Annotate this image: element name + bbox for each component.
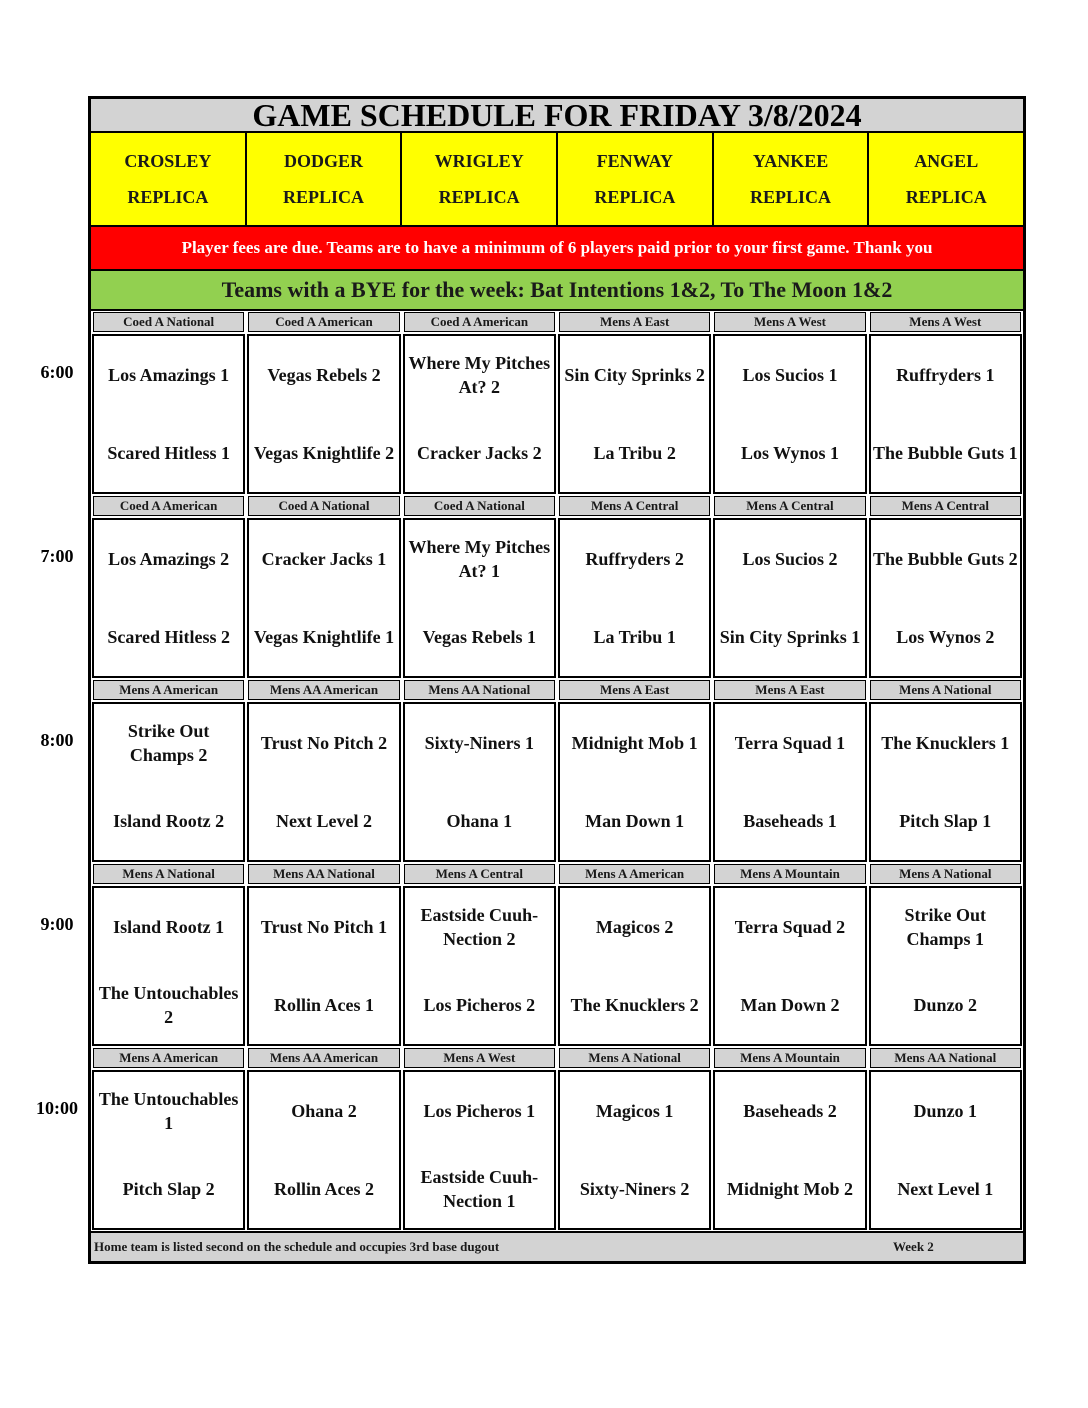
home-team: Vegas Rebels 1: [422, 627, 536, 647]
home-team: Los Wynos 2: [896, 627, 995, 647]
division-row: [91, 863, 1023, 885]
away-team: Ruffryders 1: [896, 365, 995, 385]
home-team: Scared Hitless 1: [107, 443, 230, 463]
division-label: Coed A National: [248, 496, 399, 516]
time-label: 7:00: [40, 546, 74, 566]
time-slots: [91, 311, 1023, 1231]
away-team: Los Amazings 2: [108, 549, 230, 569]
game-cell: [713, 518, 866, 678]
game-cell: [403, 886, 556, 1046]
away-team: Vegas Rebels 2: [267, 365, 381, 385]
game-cell: [247, 702, 400, 862]
home-team: La Tribu 1: [593, 627, 676, 647]
division-label: Mens A National: [93, 864, 244, 884]
away-team: Ruffryders 2: [585, 549, 684, 569]
field-name: FENWAY: [596, 151, 674, 171]
away-team: Terra Squad 2: [734, 917, 846, 937]
game-cell: [558, 334, 711, 494]
division-label: Mens A East: [559, 312, 710, 332]
division-label: Mens AA American: [248, 1048, 399, 1068]
game-cell: [403, 702, 556, 862]
division-label: Mens A National: [870, 864, 1021, 884]
game-cell: [869, 1070, 1022, 1230]
field-subtitle: REPLICA: [750, 187, 832, 207]
game-cell: [92, 334, 245, 494]
home-team: Sixty-Niners 2: [579, 1179, 690, 1199]
time-label: 9:00: [40, 914, 74, 934]
away-team: Dunzo 1: [913, 1101, 978, 1121]
away-team: The Bubble Guts 2: [873, 549, 1018, 569]
away-team: Cracker Jacks 1: [261, 549, 387, 569]
division-row: [91, 679, 1023, 701]
home-team: Man Down 1: [585, 811, 685, 831]
division-label: Mens A National: [559, 1048, 710, 1068]
division-label: Mens A East: [714, 680, 865, 700]
away-team: Trust No Pitch 1: [260, 917, 388, 937]
home-team: Pitch Slap 2: [122, 1179, 215, 1199]
division-label: Mens AA American: [248, 680, 399, 700]
division-row: [91, 311, 1023, 333]
division-label: Mens A Mountain: [714, 1048, 865, 1068]
field-name: YANKEE: [752, 151, 829, 171]
game-cell: [713, 702, 866, 862]
division-label: Mens A West: [870, 312, 1021, 332]
field-subtitle: REPLICA: [905, 187, 987, 207]
page-title: GAME SCHEDULE FOR FRIDAY 3/8/2024: [91, 99, 1023, 133]
game-row: [91, 333, 1023, 495]
home-team: Sin City Sprinks 1: [719, 627, 861, 647]
game-cell: [558, 702, 711, 862]
time-label: 6:00: [40, 362, 74, 382]
field-subtitle: REPLICA: [127, 187, 209, 207]
game-cell: [869, 518, 1022, 678]
time-label: 8:00: [40, 730, 74, 750]
time-label: 10:00: [36, 1098, 78, 1118]
away-team: Sixty-Niners 1: [424, 733, 535, 753]
away-team: Eastside Cuuh-Nection 2: [420, 905, 539, 949]
division-row: [91, 495, 1023, 517]
away-team: Trust No Pitch 2: [260, 733, 388, 753]
game-row: [91, 517, 1023, 679]
field-name: WRIGLEY: [434, 151, 524, 171]
bye-notice: Teams with a BYE for the week: Bat Intentions 1&2, To The Moon 1&2: [91, 271, 1023, 311]
home-team: Cracker Jacks 2: [416, 443, 542, 463]
field-subtitle: REPLICA: [283, 187, 365, 207]
game-cell: [247, 886, 400, 1046]
field-header: [402, 133, 558, 225]
home-team: La Tribu 2: [593, 443, 676, 463]
game-cell: [869, 886, 1022, 1046]
away-team: The Untouchables 1: [98, 1089, 239, 1133]
game-cell: [92, 1070, 245, 1230]
game-cell: [403, 1070, 556, 1230]
division-label: Mens A West: [714, 312, 865, 332]
field-header: [869, 133, 1023, 225]
week-label: Week 2: [893, 1239, 934, 1254]
away-team: Los Amazings 1: [108, 365, 230, 385]
home-team: Dunzo 2: [913, 995, 978, 1015]
division-label: Mens AA National: [248, 864, 399, 884]
division-label: Coed A American: [404, 312, 555, 332]
home-team-note: Home team is listed second on the schedule and occupies 3rd base dugout: [94, 1239, 500, 1254]
division-label: Coed A National: [93, 312, 244, 332]
away-team: Los Picheros 1: [423, 1101, 536, 1121]
division-label: Mens A American: [93, 1048, 244, 1068]
away-team: Where My Pitches At? 1: [408, 537, 551, 581]
game-cell: [869, 702, 1022, 862]
division-label: Mens A Central: [714, 496, 865, 516]
division-label: Mens A East: [559, 680, 710, 700]
game-cell: [247, 1070, 400, 1230]
home-team: Scared Hitless 2: [107, 627, 230, 647]
home-team: Vegas Knightlife 1: [253, 627, 395, 647]
home-team: Island Rootz 2: [113, 811, 225, 831]
home-team: Next Level 1: [897, 1179, 994, 1199]
field-name: ANGEL: [914, 151, 979, 171]
home-team: Man Down 2: [740, 995, 840, 1015]
home-team: Rollin Aces 1: [273, 995, 374, 1015]
game-cell: [403, 518, 556, 678]
schedule-sheet: [88, 96, 1026, 1264]
away-team: Magicos 2: [595, 917, 674, 937]
division-label: Mens AA National: [870, 1048, 1021, 1068]
home-team: Vegas Knightlife 2: [253, 443, 395, 463]
division-row: [91, 1047, 1023, 1069]
home-team: Next Level 2: [276, 811, 372, 831]
game-cell: [92, 886, 245, 1046]
away-team: Strike Out Champs 2: [127, 721, 210, 765]
division-label: Coed A American: [248, 312, 399, 332]
game-cell: [92, 702, 245, 862]
game-row: [91, 885, 1023, 1047]
away-team: Magicos 1: [595, 1101, 674, 1121]
home-team: The Untouchables 2: [98, 983, 239, 1027]
game-cell: [713, 886, 866, 1046]
game-row: [91, 701, 1023, 863]
fees-notice: Player fees are due. Teams are to have a minimum of 6 players paid prior to your first game. Thank you: [91, 227, 1023, 271]
away-team: Where My Pitches At? 2: [408, 353, 551, 397]
division-label: Coed A American: [93, 496, 244, 516]
field-subtitle: REPLICA: [438, 187, 520, 207]
away-team: The Knucklers 1: [881, 733, 1010, 753]
away-team: Strike Out Champs 1: [904, 905, 987, 949]
field-header: [558, 133, 714, 225]
division-label: Mens A American: [559, 864, 710, 884]
home-team: The Bubble Guts 1: [873, 443, 1018, 463]
division-label: Mens A Central: [404, 864, 555, 884]
division-label: Mens A National: [870, 680, 1021, 700]
field-header: [714, 133, 870, 225]
field-name: CROSLEY: [124, 151, 212, 171]
home-team: Los Wynos 1: [740, 443, 839, 463]
home-team: Pitch Slap 1: [899, 811, 992, 831]
home-team: Ohana 1: [446, 811, 513, 831]
game-cell: [869, 334, 1022, 494]
away-team: Midnight Mob 1: [571, 733, 698, 753]
home-team: Midnight Mob 2: [726, 1179, 853, 1199]
field-header: [247, 133, 403, 225]
away-team: Terra Squad 1: [734, 733, 846, 753]
division-label: Mens A Mountain: [714, 864, 865, 884]
away-team: Ohana 2: [291, 1101, 357, 1121]
division-label: Mens A Central: [559, 496, 710, 516]
away-team: Baseheads 2: [743, 1101, 837, 1121]
home-team: Eastside Cuuh-Nection 1: [420, 1167, 539, 1211]
game-cell: [558, 886, 711, 1046]
away-team: Sin City Sprinks 2: [564, 365, 705, 385]
division-label: Mens A Central: [870, 496, 1021, 516]
game-cell: [713, 334, 866, 494]
away-team: Island Rootz 1: [113, 917, 225, 937]
field-header-row: [91, 133, 1023, 227]
division-label: Mens A American: [93, 680, 244, 700]
game-cell: [713, 1070, 866, 1230]
footer-bar: [91, 1231, 1023, 1261]
game-row: [91, 1069, 1023, 1231]
field-header: [91, 133, 247, 225]
division-label: Mens AA National: [404, 680, 555, 700]
division-label: Coed A National: [404, 496, 555, 516]
game-cell: [403, 334, 556, 494]
game-cell: [558, 518, 711, 678]
away-team: Los Sucios 1: [742, 365, 838, 385]
game-cell: [247, 334, 400, 494]
field-subtitle: REPLICA: [594, 187, 676, 207]
home-team: The Knucklers 2: [570, 995, 699, 1015]
field-name: DODGER: [284, 151, 364, 171]
division-label: Mens A West: [404, 1048, 555, 1068]
game-cell: [92, 518, 245, 678]
home-team: Baseheads 1: [743, 811, 837, 831]
home-team: Rollin Aces 2: [273, 1179, 374, 1199]
away-team: Los Sucios 2: [742, 549, 838, 569]
home-team: Los Picheros 2: [423, 995, 536, 1015]
game-cell: [558, 1070, 711, 1230]
game-cell: [247, 518, 400, 678]
